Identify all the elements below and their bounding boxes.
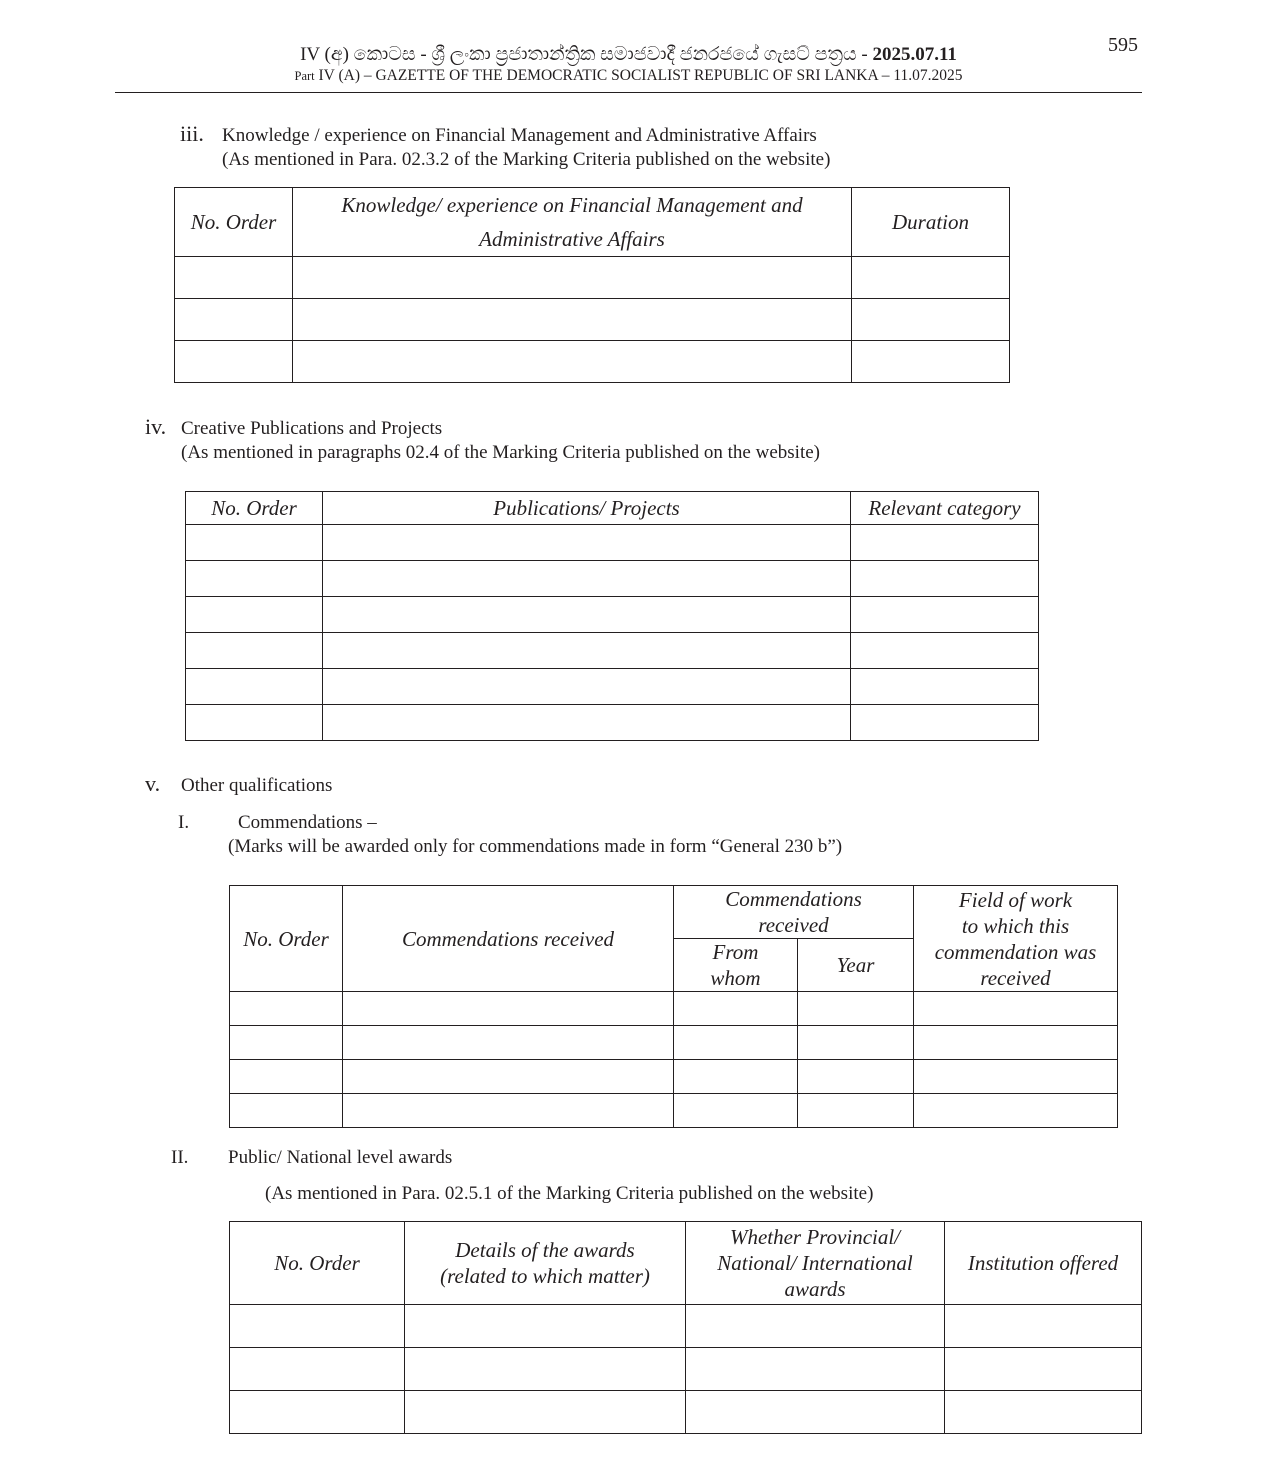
subsection-ii-title: Public/ National level awards [228,1147,453,1168]
section-v-number: v. [145,771,161,796]
cell-award-details[interactable] [405,1391,686,1434]
table-header-row [230,886,1118,939]
col-knowledge-line1: Knowledge/ experience on Financial Management and [341,193,803,217]
cell-knowledge[interactable] [293,341,852,383]
cell-no-order[interactable] [175,341,293,383]
table-header-row [175,188,1010,257]
cell-no-order[interactable] [230,1391,405,1434]
financial-management-table [174,187,1010,383]
cell-duration[interactable] [852,257,1010,299]
cell-institution[interactable] [945,1391,1142,1434]
subsection-i-number: I. [178,812,190,833]
col-publications-projects: Publications/ Projects [323,492,851,525]
section-iii-number: iii. [180,121,204,146]
cell-no-order[interactable] [230,992,343,1026]
cell-no-order[interactable] [186,561,323,597]
cell-year[interactable] [798,1094,914,1128]
cell-award-details[interactable] [405,1348,686,1391]
cell-from-whom[interactable] [674,992,798,1026]
table-row [186,561,1039,597]
col-from-whom [674,939,798,992]
cell-no-order[interactable] [186,705,323,741]
cell-knowledge[interactable] [293,257,852,299]
section-v-title: Other qualifications [181,775,333,796]
cell-no-order[interactable] [230,1348,405,1391]
table-row [230,1348,1142,1391]
table-row [230,992,1118,1026]
cell-category[interactable] [851,669,1039,705]
table-row [186,633,1039,669]
table-header-row [186,492,1039,525]
gazette-title-english-text: IV (A) – GAZETTE OF THE DEMOCRATIC SOCIALIST REPUBLIC OF SRI LANKA – 11.07.2025 [318,67,963,84]
col-field-line4: received [980,965,1051,990]
table-row [186,597,1039,633]
col-field-line3: commendation was [934,939,1097,964]
cell-no-order[interactable] [175,299,293,341]
cell-no-order[interactable] [230,1060,343,1094]
section-iv-title: Creative Publications and Projects [181,418,443,439]
cell-award-details[interactable] [405,1305,686,1348]
table-row [175,257,1010,299]
cell-commendation[interactable] [343,1026,674,1060]
gazette-title-sinhala [115,43,1142,67]
col-from-whom-line1: From [712,940,759,964]
cell-no-order[interactable] [186,633,323,669]
cell-category[interactable] [851,633,1039,669]
col-group-line2: received [758,913,829,937]
col-no-order: No. Order [175,188,293,257]
cell-no-order[interactable] [175,257,293,299]
cell-publication[interactable] [323,669,851,705]
col-award-details-line1: Details of the awards [455,1238,635,1262]
cell-award-level[interactable] [686,1305,945,1348]
col-field-line1: Field of work [958,887,1073,912]
table-row [230,1094,1118,1128]
cell-publication[interactable] [323,705,851,741]
cell-commendation[interactable] [343,1060,674,1094]
cell-category[interactable] [851,525,1039,561]
section-iii-note: (As mentioned in Para. 02.3.2 of the Marking Criteria published on the website) [222,149,831,170]
cell-no-order[interactable] [186,525,323,561]
page-number: 595 [1108,34,1138,56]
cell-field[interactable] [914,1094,1118,1128]
section-iv-note: (As mentioned in paragraphs 02.4 of the Marking Criteria published on the website) [181,442,820,463]
cell-institution[interactable] [945,1348,1142,1391]
section-iii-title: Knowledge / experience on Financial Management and Administrative Affairs [222,125,817,146]
subsection-ii-number: II. [171,1147,189,1168]
cell-knowledge[interactable] [293,299,852,341]
col-year: Year [798,939,914,992]
cell-field[interactable] [914,992,1118,1026]
cell-from-whom[interactable] [674,1060,798,1094]
col-no-order: No. Order [186,492,323,525]
cell-no-order[interactable] [230,1305,405,1348]
cell-commendation[interactable] [343,1094,674,1128]
col-award-level [686,1222,945,1305]
cell-category[interactable] [851,705,1039,741]
cell-category[interactable] [851,561,1039,597]
col-field-of-work [914,886,1118,992]
col-from-whom-line2: whom [710,966,761,990]
cell-from-whom[interactable] [674,1094,798,1128]
table-header-row [230,1222,1142,1305]
subsection-i-title: Commendations – [238,812,377,833]
table-row [230,1305,1142,1348]
table-row [230,1391,1142,1434]
table-row [230,1026,1118,1060]
table-row [175,299,1010,341]
col-field-line2: to which this [961,913,1070,938]
col-award-details [405,1222,686,1305]
col-award-details-line2: (related to which matter) [440,1264,650,1288]
col-duration: Duration [852,188,1010,257]
commendations-table [229,885,1118,1128]
table-row [175,341,1010,383]
cell-publication[interactable] [323,525,851,561]
cell-publication[interactable] [323,561,851,597]
publications-table [185,491,1039,741]
cell-commendation[interactable] [343,992,674,1026]
col-award-level-line2: National/ International [717,1251,913,1275]
gazette-title-english [115,67,1142,85]
cell-year[interactable] [798,1060,914,1094]
cell-category[interactable] [851,597,1039,633]
col-no-order: No. Order [230,1222,405,1305]
cell-year[interactable] [798,992,914,1026]
cell-institution[interactable] [945,1305,1142,1348]
header-divider [115,92,1142,93]
col-knowledge-experience [293,188,852,257]
col-relevant-category: Relevant category [851,492,1039,525]
awards-table [229,1221,1142,1434]
gazette-title-sinhala-text: IV (අ) කොටස - ශ්‍රී ලංකා ප්‍රජාතාන්ත්‍රික සමාජවාදී ජනරජයේ ගැසට් පත්‍රය - [300,44,868,65]
col-award-level-line3: awards [784,1277,846,1301]
cell-no-order[interactable] [230,1026,343,1060]
cell-year[interactable] [798,1026,914,1060]
cell-duration[interactable] [852,299,1010,341]
table-row [230,1060,1118,1094]
col-award-level-line1: Whether Provincial/ [729,1225,901,1249]
col-group-commendations-received [674,886,914,939]
cell-no-order[interactable] [186,597,323,633]
cell-no-order[interactable] [230,1094,343,1128]
cell-field[interactable] [914,1060,1118,1094]
gazette-part-label: Part [294,69,315,83]
subsection-ii-note: (As mentioned in Para. 02.5.1 of the Marking Criteria published on the website) [265,1183,874,1204]
table-row [186,705,1039,741]
col-group-line1: Commendations [725,887,862,911]
table-row [186,669,1039,705]
col-institution-offered: Institution offered [945,1222,1142,1305]
cell-publication[interactable] [323,633,851,669]
gazette-date-sinhala: 2025.07.11 [872,44,957,65]
col-no-order: No. Order [230,886,343,992]
cell-from-whom[interactable] [674,1026,798,1060]
section-iv-number: iv. [145,414,167,439]
cell-field[interactable] [914,1026,1118,1060]
cell-award-level[interactable] [686,1391,945,1434]
cell-publication[interactable] [323,597,851,633]
table-row [186,525,1039,561]
cell-award-level[interactable] [686,1348,945,1391]
col-commendations-received: Commendations received [343,886,674,992]
cell-no-order[interactable] [186,669,323,705]
col-knowledge-line2: Administrative Affairs [479,227,665,251]
subsection-i-note: (Marks will be awarded only for commendations made in form “General 230 b”) [228,836,843,857]
cell-duration[interactable] [852,341,1010,383]
